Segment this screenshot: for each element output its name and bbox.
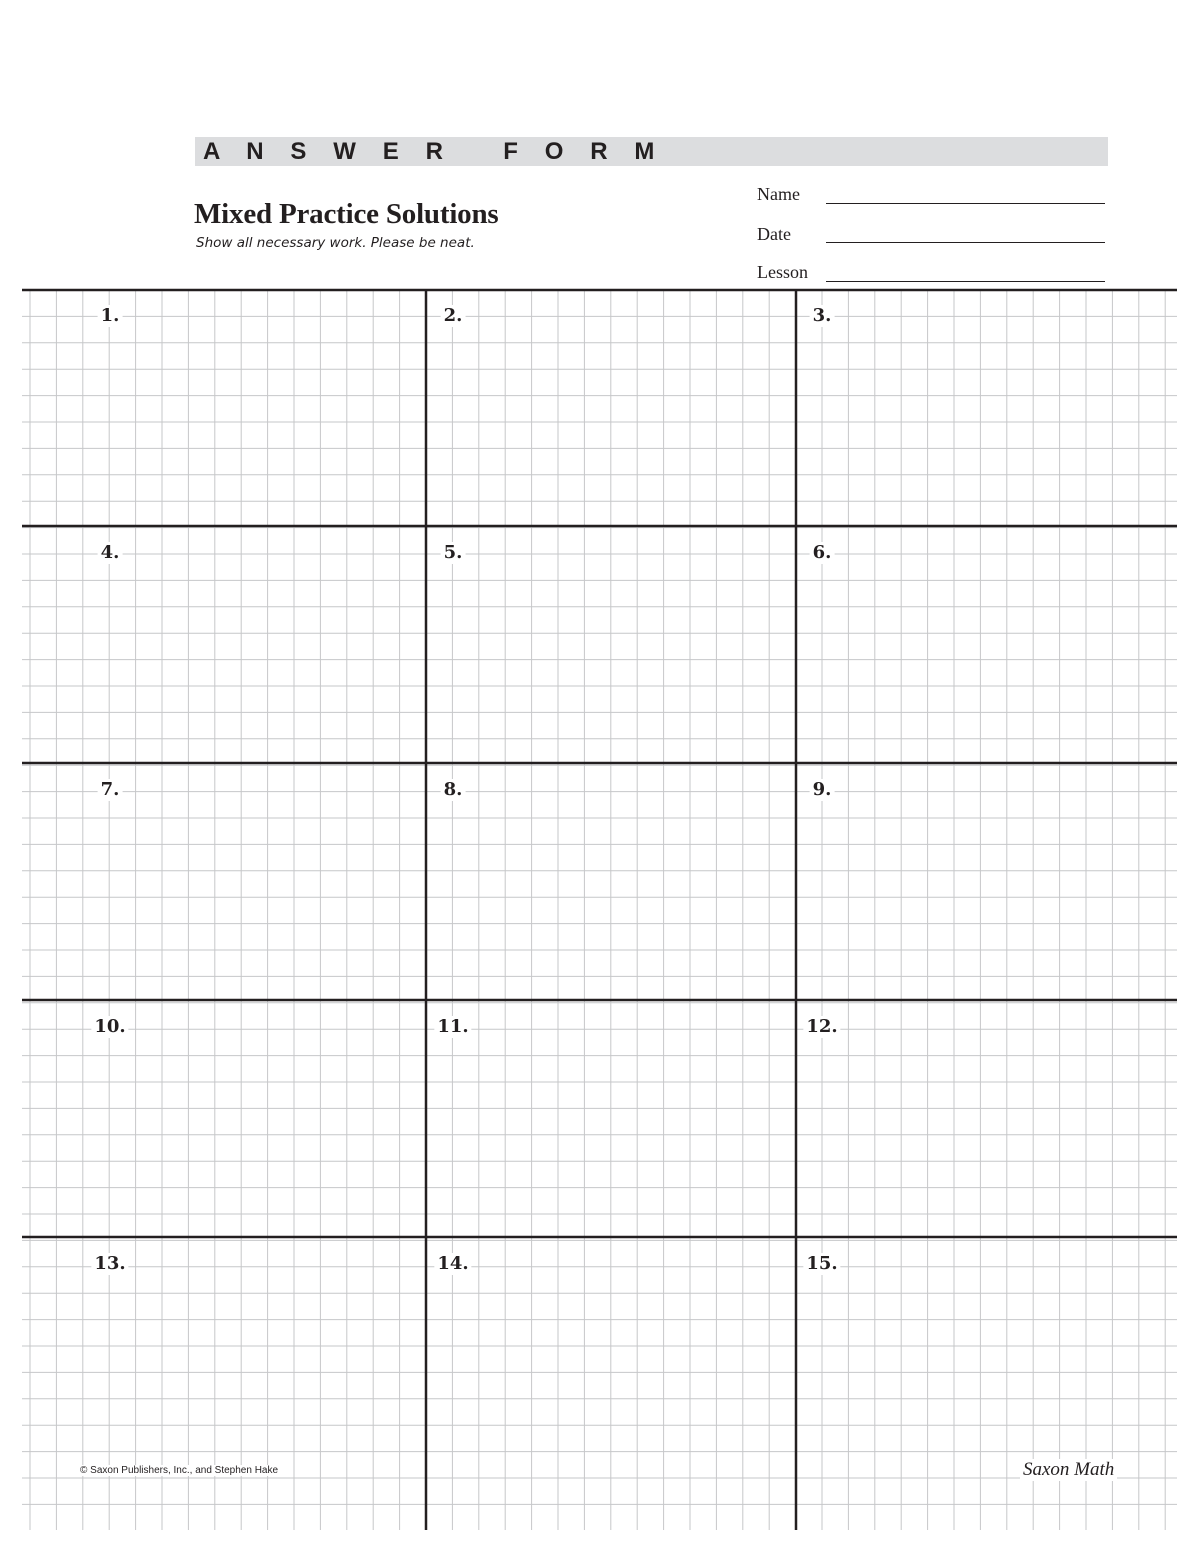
problem-number: 7. bbox=[98, 779, 123, 801]
problem-number: 9. bbox=[810, 779, 835, 801]
section-dividers bbox=[22, 290, 1177, 1530]
graph-paper-lines bbox=[22, 290, 1177, 1530]
problem-number: 14. bbox=[434, 1253, 471, 1275]
form-title: Mixed Practice Solutions bbox=[194, 198, 499, 230]
problem-number: 5. bbox=[441, 542, 466, 564]
problem-number: 13. bbox=[91, 1253, 128, 1275]
form-instructions: Show all necessary work. Please be neat. bbox=[196, 235, 475, 251]
name-label: Name bbox=[757, 184, 800, 204]
problem-number: 2. bbox=[441, 305, 466, 327]
problem-number: 3. bbox=[810, 305, 835, 327]
problem-number: 12. bbox=[803, 1016, 840, 1038]
problem-number: 4. bbox=[98, 542, 123, 564]
problem-number: 6. bbox=[810, 542, 835, 564]
lesson-label: Lesson bbox=[757, 262, 808, 282]
problem-number: 11. bbox=[434, 1016, 471, 1038]
copyright-notice: © Saxon Publishers, Inc., and Stephen Hake bbox=[80, 1465, 279, 1476]
brand-name: Saxon Math bbox=[1020, 1459, 1117, 1481]
problem-number: 10. bbox=[91, 1016, 128, 1038]
date-label: Date bbox=[757, 224, 791, 244]
problem-number: 1. bbox=[98, 305, 123, 327]
problem-number: 8. bbox=[441, 779, 466, 801]
answer-form-label: A N S W E R F O R M bbox=[203, 138, 665, 165]
problem-number: 15. bbox=[803, 1253, 840, 1275]
